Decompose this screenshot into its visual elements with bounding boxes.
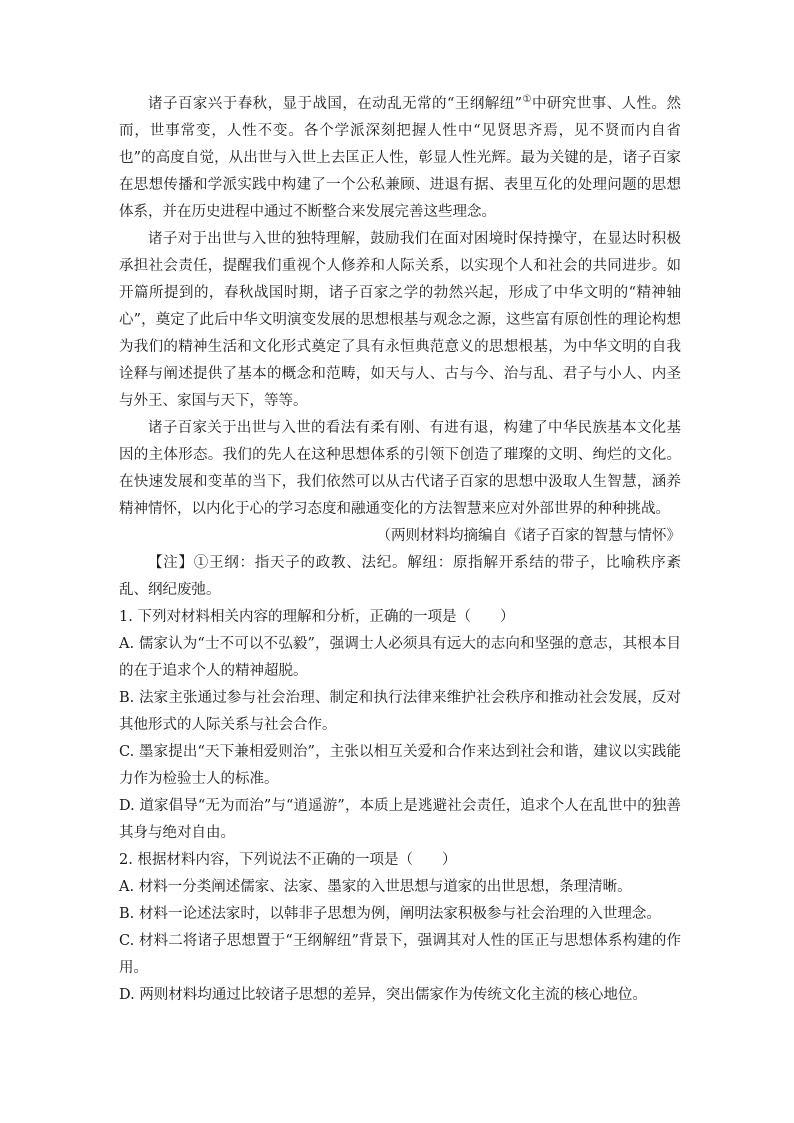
footnote-marker: ① — [522, 94, 532, 106]
question-2-stem: 2. 根据材料内容，下列说法不正确的一项是（ ） — [119, 852, 457, 868]
footnote-text: 【注】①王纲：指天子的政教、法纪。解纽：原指解开系结的带子，比喻秩序紊乱、纲纪废弛。 — [119, 555, 681, 598]
source-citation: （两则材料均摘编自《诸子百家的智慧与情怀》 — [376, 528, 681, 544]
document-page — [119, 91, 681, 1009]
question-2-option-d: D. 两则材料均通过比较诸子思想的差异，突出儒家作为传统文化主流的核心地位。 — [119, 987, 647, 1003]
question-2-option-c: C. 材料二将诸子思想置于“王纲解纽”背景下，强调其对人性的匡正与思想体系构建的作用。 — [119, 933, 681, 976]
question-1-option-c: C. 墨家提出“天下兼相爱则治”，主张以相互关爱和合作来达到社会和谐，建议以实践能力作为检验士人的标准。 — [119, 744, 681, 787]
passage-paragraph-3: 诸子百家关于出世与入世的看法有柔有刚、有进有退，构建了中华民族基本文化基因的主体形态。我们的先人在这种思想体系的引领下创造了璀璨的文明、绚烂的文化。在快速发展和变革的当下，我们依然可以从古代诸子百家的思想中汲取人生智慧，涵养精神情怀，以内化于心的学习态度和融通变化的方法智慧来应对外部世界的种种挑战。 — [119, 420, 681, 517]
question-2-option-b: B. 材料一论述法家时，以韩非子思想为例，阐明法家积极参与社会治理的入世理念。 — [119, 906, 661, 922]
question-1-option-b: B. 法家主张通过参与社会治理、制定和执行法律来维护社会秩序和推动社会发展，反对其他形式的人际关系与社会合作。 — [119, 690, 681, 733]
passage-paragraph-1 — [119, 91, 681, 226]
question-1-stem: 1. 下列对材料相关内容的理解和分析，正确的一项是（ ） — [119, 609, 515, 625]
question-2-option-a: A. 材料一分类阐述儒家、法家、墨家的入世思想与道家的出世思想，条理清晰。 — [119, 879, 632, 895]
passage-paragraph-2: 诸子对于出世与入世的独特理解，鼓励我们在面对困境时保持操守，在显达时积极承担社会责任，提醒我们重视个人修养和人际关系，以实现个人和社会的共同进步。如开篇所提到的，春秋战国时期，诸子百家之学的勃然兴起，形成了中华文明的“精神轴心”，奠定了此后中华文明演变发展的思想根基与观念之源，这些富有原创性的理论构想为我们的精神生活和文化形式奠定了具有永恒典范意义的思想根基，为中华文明的自我诠释与阐述提供了基本的概念和范畴，如天与人、古与今、治与乱、君子与小人、内圣与外王、家国与天下，等等。 — [119, 231, 681, 409]
question-1 — [119, 604, 681, 847]
question-1-option-d: D. 道家倡导“无为而治”与“逍遥游”，本质上是逃避社会责任，追求个人在乱世中的独善其身与绝对自由。 — [119, 798, 681, 841]
question-1-option-a: A. 儒家认为“士不可以不弘毅”，强调士人必须具有远大的志向和坚强的意志，其根本目的在于追求个人的精神超脱。 — [119, 636, 681, 679]
paragraph-1-text-start: 诸子百家兴于春秋，显于战国，在动乱无常的“王纲解纽” — [148, 96, 523, 112]
paragraph-1-text-end: 中研究世事、人性。然而，世事常变，人性不变。各个学派深刻把握人性中“见贤思齐焉，见不贤而内自省也”的高度自觉，从出世与入世上去匡正人性，彰显人性光辉。最为关键的是，诸子百家在思想传播和学派实践中构建了一个公私兼顾、进退有据、表里互化的处理问题的思想体系，并在历史进程中通过不断整合来发展完善这些理念。 — [119, 96, 682, 220]
question-2 — [119, 847, 681, 1009]
